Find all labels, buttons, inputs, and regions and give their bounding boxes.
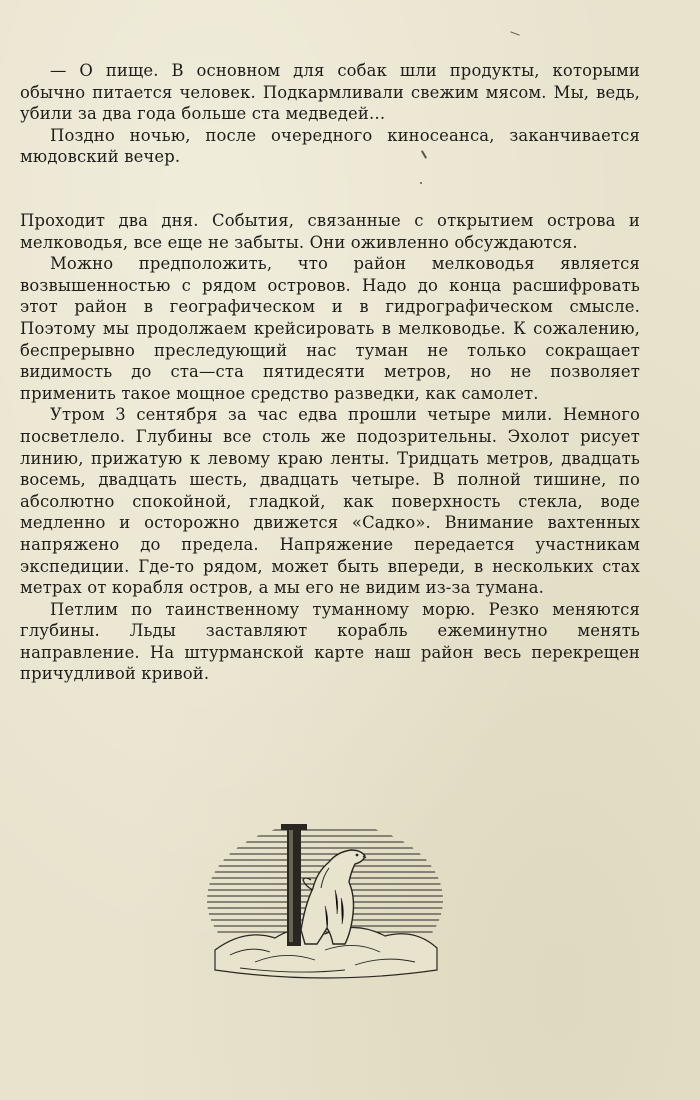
paragraph: Утром 3 сентября за час едва прошли четыре мили. Немного посветлело. Глубины все столь же подозрительны. Эхолот рисует линию, прижатую к левому краю ленты. Тридцать метров, двадцать восемь, двадцать шесть, двадцать четыре. В полной тишине, по абсолютно спокойной, гладкой, как поверхность стекла, воде медленно и осторожно движется «Садко». Внимание вахтенных напряжено до предела. Напряжение передается участникам экспедиции. Где-то рядом, может быть впереди, в нескольких стах метрах от корабля остров, а мы его не видим из-за тумана. <box>20 405 640 598</box>
ink-speck <box>420 182 422 184</box>
paragraph: Поздно ночью, после очередного киносеанса, заканчивается мюдовский вечер. <box>20 125 640 167</box>
ink-speck <box>510 31 520 35</box>
paragraph: — О пище. В основном для собак шли продукты, которыми обычно питается человек. Подкармливали свежим мясом. Мы, ведь, убили за два года больше ста медведей… <box>20 61 640 124</box>
text-block-shallows <box>20 210 640 685</box>
polar-bear-at-post-engraving-icon <box>205 810 445 985</box>
paragraph: Петлим по таинственному туманному морю. Резко меняются глубины. Льды заставляют корабль ежеминутно менять направление. На штурманской карте наш район весь перекрещен причудливой кривой. <box>20 599 640 684</box>
text-block-dog-food <box>20 60 640 168</box>
paragraph: Проходит два дня. События, связанные с открытием острова и мелководья, все еще не забыты. Они оживленно обсуждаются. <box>20 211 640 252</box>
paragraph: Можно предположить, что район мелководья является возвышенностью с рядом островов. Надо до конца расшифровать этот район в географическом и в гидрографическом смысле. Поэтому мы продолжаем крейсировать в мелководье. К сожалению, беспрерывно преследующий нас туман не только сокращает видимость до ста—ста пятидесяти метров, но не позволяет применить такое мощное средство разведки, как самолет. <box>20 254 640 403</box>
